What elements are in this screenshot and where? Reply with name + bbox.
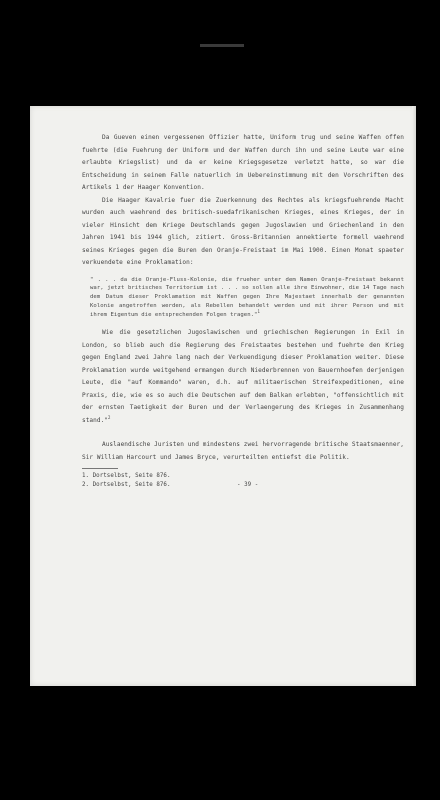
page-text: [82, 132, 404, 490]
paragraph-1: Da Gueven einen vergessenen Offizier hatte, Uniform trug und seine Waffen offen fuehrte (die Fuehrung der Uniform und der Waffen durch ihn und seine Leute war eine erlaubte Kriegslist) und da er keine Kriegsgesetze verletzt hatte, so war die Entscheidung in seinem Falle natuerlich im Uebereinstimmung mit den Vorschriften des Artikels 1 der Haager Konvention.: [82, 134, 404, 191]
paragraph-3-text: Wie die gesetzlichen Jugoslawischen und griechischen Regierungen in Exil in London, so blieb auch die Regierung des Freistaates bestehen und fuehrte den Krieg gegen England zwei Jahre lang nach der Verkuendigung dieser Proklamation weiter. Diese Proklamation wurde weitgehend ermangen durch Niederbrennen von Bauernhoefen derjenigen Leute, die "auf Kommando" waren, d.h. auf militaerischen Streifexpeditionen, eine Praxis, die, wie es so auch die Deutschen auf dem Balkan erlebten, "offensichtlich mit der ernsten Taetigkeit der Buren und der Verlaengerung des Krieges in Zusammenhang stand.": [82, 329, 404, 424]
footnote-ref-2: 2: [108, 414, 111, 420]
footnote-1: 1. Dortselbst, Seite 876.: [82, 473, 171, 480]
paragraph-4: Auslaendische Juristen und mindestens zwei hervorragende britische Staatsmaenner, Sir William Harcourt und James Bryce, verurteilten entiefst die Politik.: [82, 441, 404, 461]
page-edge: [412, 106, 416, 686]
quote-text: " . . . da die Oranje-Fluss-Kolonie, die frueher unter dem Namen Oranje-Freistaat bekannt war, jetzt britisches Territorium ist . . . so sollen alle ihre Einwohner, die 14 Tage nach dem Datum dieser Proklamation mit Waffen gegen Ihre Majestaet innerhalb der genannten Kolonie angetroffen werden, als Rebellen behandelt werden und mit ihrer Person und mit ihrem Eigentum die entsprechenden Folgen tragen.": [90, 276, 404, 318]
footnote-divider: [82, 468, 118, 469]
paragraph-2: Die Haager Kavalrie fuer die Zuerkennung des Rechtes als kriegsfuehrende Macht wurden auch waehrend des britisch-suedafrikanischen Krieges, eines Krieges, der in vieler Hinsicht dem Kriege Deutschlands gegen Jugoslawien und Griechenland in den Jahren 1941 bis 1944 glich, zitiert. Gross-Britannien annektierte formell waehrend seines Krieges gegen die Buren den Oranje-Freistaat im Mai 1900. Einen Monat spaeter verkuendete eine Proklamation:: [82, 196, 404, 266]
page-number: - 39 -: [237, 482, 259, 489]
film-frame-mark: [200, 44, 244, 47]
footnote-block: [82, 472, 404, 490]
footnote-2: 2. Dortselbst, Seite 876.: [82, 482, 171, 489]
block-quote: [90, 276, 404, 320]
paragraph-3: [82, 327, 404, 427]
footnote-ref-1: 1: [257, 308, 260, 314]
document-page: [30, 106, 416, 686]
